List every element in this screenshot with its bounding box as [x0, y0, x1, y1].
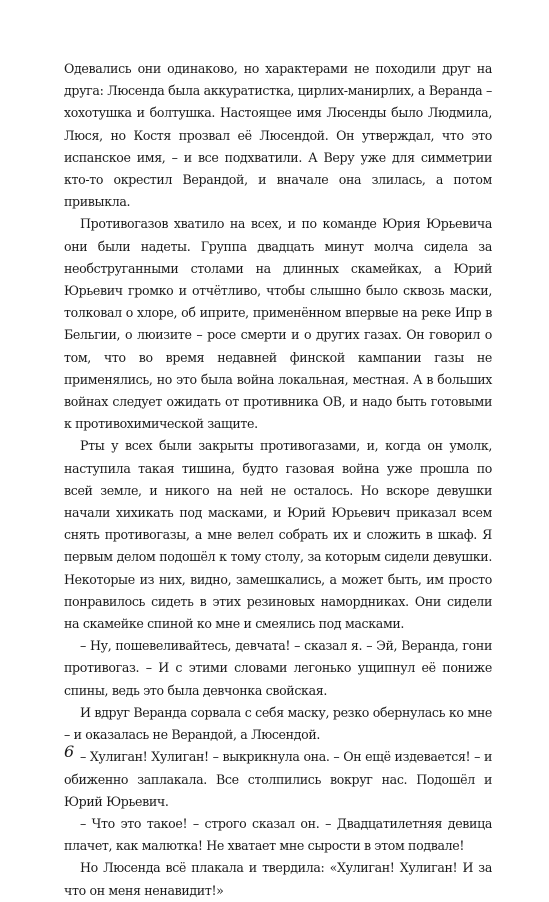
paragraph: Но Люсенда всё плакала и твердила: «Хулиган! Хулиган! И за что он меня ненавидит!» [64, 860, 492, 898]
paragraph: – Хулиган! Хулиган! – выкрикнула она. – Он ещё издевается! – и обиженно заплакала. Все столпились вокруг нас. Подошёл и Юрий Юрьевич. [64, 749, 492, 809]
paragraph: Рты у всех были закрыты противогазами, и, когда он умолк, наступила такая тишина, будто газовая война уже прошла по всей земле, и никого на ней не осталось. Но вскоре девушки начали хихикать под масками, и Юрий Юрьевич приказал всем снять противогазы, а мне велел собрать их и сложить в шкаф. Я первым делом подошёл к тому столу, за которым сидели девушки. Некоторые из них, видно, замешкались, а может быть, им просто понравилось сидеть в этих резиновых намордниках. Они сидели на скамейке спиной ко мне и смеялись под масками. [64, 438, 492, 632]
page-number: 6 [64, 742, 75, 761]
paragraph: И вдруг Веранда сорвала с себя маску, резко обернулась ко мне – и оказалась не Верандой, а Люсендой. [64, 704, 492, 743]
paragraph: – Ну, пошевеливайтесь, девчата! – сказал я. – Эй, Веранда, гони противогаз. – И с этими словами легонько ущипнул её пониже спины, ведь это была девчонка свойская. [64, 638, 492, 698]
paragraph: – Что это такое! – строго сказал он. – Двадцатилетняя девица плачет, как малютка! Не хватает мне сырости в этом подвале! [64, 815, 492, 854]
paragraph: Одевались они одинаково, но характерами не походили друг на друга: Люсенда была аккуратистка, цирлих-манирлих, а Веранда – хохотушка и болтушка. Настоящее имя Люсенды было Людмила, Люся, но Костя прозвал её Люсендой. Он утверждал, что это испанское имя, – и все подхватили. А Веру уже для симметрии кто-то окрестил Верандой, и вначале она злилась, а потом привыкла. [64, 61, 492, 210]
body-text [64, 58, 492, 902]
paragraph: Противогазов хватило на всех, и по команде Юрия Юрьевича они были надеты. Группа двадцать минут молча сидела за необструганными столами на длинных скамейках, а Юрий Юрьевич громко и отчётливо, чтобы слышно было сквозь маски, толковал о хлоре, об иприте, применённом впервые на реке Ипр в Бельгии, о люизите – росе смерти и о других газах. Он говорил о том, что во время недавней финской кампании газы не применялись, но это была война локальная, местная. А в больших войнах следует ожидать от противника ОВ, и надо быть готовыми к противохимической защите. [64, 216, 492, 432]
